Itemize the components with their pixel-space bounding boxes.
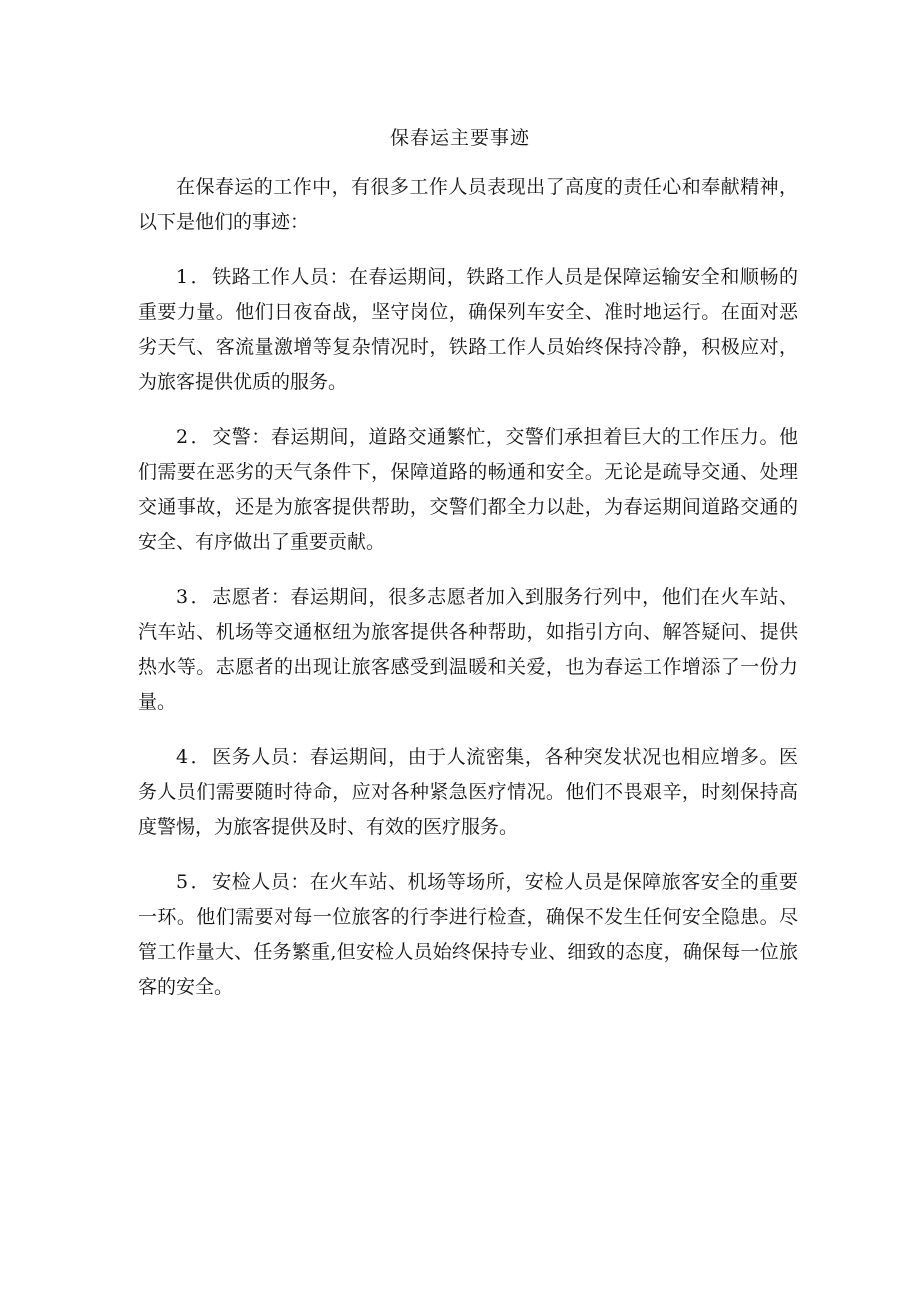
intro-paragraph: 在保春运的工作中，有很多工作人员表现出了高度的责任心和奉献精神，以下是他们的事迹：	[138, 176, 798, 233]
document-title: 保春运主要事迹	[389, 127, 530, 149]
item-number: 4．	[176, 746, 213, 768]
item-paragraph-2	[138, 420, 798, 560]
item-number: 3．	[176, 586, 213, 608]
item-text: 铁路工作人员：在春运期间，铁路工作人员是保障运输安全和顺畅的重要力量。他们日夜奋战，坚守岗位，确保列车安全、准时地运行。在面对恶劣天气、客流量激增等复杂情况时，铁路工作人员始终保持冷静，积极应对，为旅客提供优质的服务。	[138, 266, 798, 393]
item-number: 5．	[176, 871, 213, 893]
item-text: 志愿者：春运期间，很多志愿者加入到服务行列中，他们在火车站、汽车站、机场等交通枢纽为旅客提供各种帮助，如指引方向、解答疑问、提供热水等。志愿者的出现让旅客感受到温暖和关爱，也为春运工作增添了一份力量。	[138, 586, 798, 713]
document-body	[138, 170, 798, 1025]
item-paragraph-1	[138, 260, 798, 400]
item-paragraph-5	[138, 865, 798, 1005]
item-paragraph-4	[138, 740, 798, 845]
item-text: 安检人员：在火车站、机场等场所，安检人员是保障旅客安全的重要一环。他们需要对每一位旅客的行李进行检查，确保不发生任何安全隐患。尽管工作量大、任务繁重,但安检人员始终保持专业、细致的态度，确保每一位旅客的安全。	[138, 871, 798, 998]
item-number: 1．	[176, 266, 213, 288]
item-number: 2．	[176, 426, 213, 448]
item-text: 交警：春运期间，道路交通繁忙，交警们承担着巨大的工作压力。他们需要在恶劣的天气条件下，保障道路的畅通和安全。无论是疏导交通、处理交通事故，还是为旅客提供帮助，交警们都全力以赴，为春运期间道路交通的安全、有序做出了重要贡献。	[138, 426, 798, 553]
item-text: 医务人员：春运期间，由于人流密集，各种突发状况也相应增多。医务人员们需要随时待命，应对各种紧急医疗情况。他们不畏艰辛，时刻保持高度警惕，为旅客提供及时、有效的医疗服务。	[138, 746, 798, 838]
item-paragraph-3	[138, 580, 798, 720]
